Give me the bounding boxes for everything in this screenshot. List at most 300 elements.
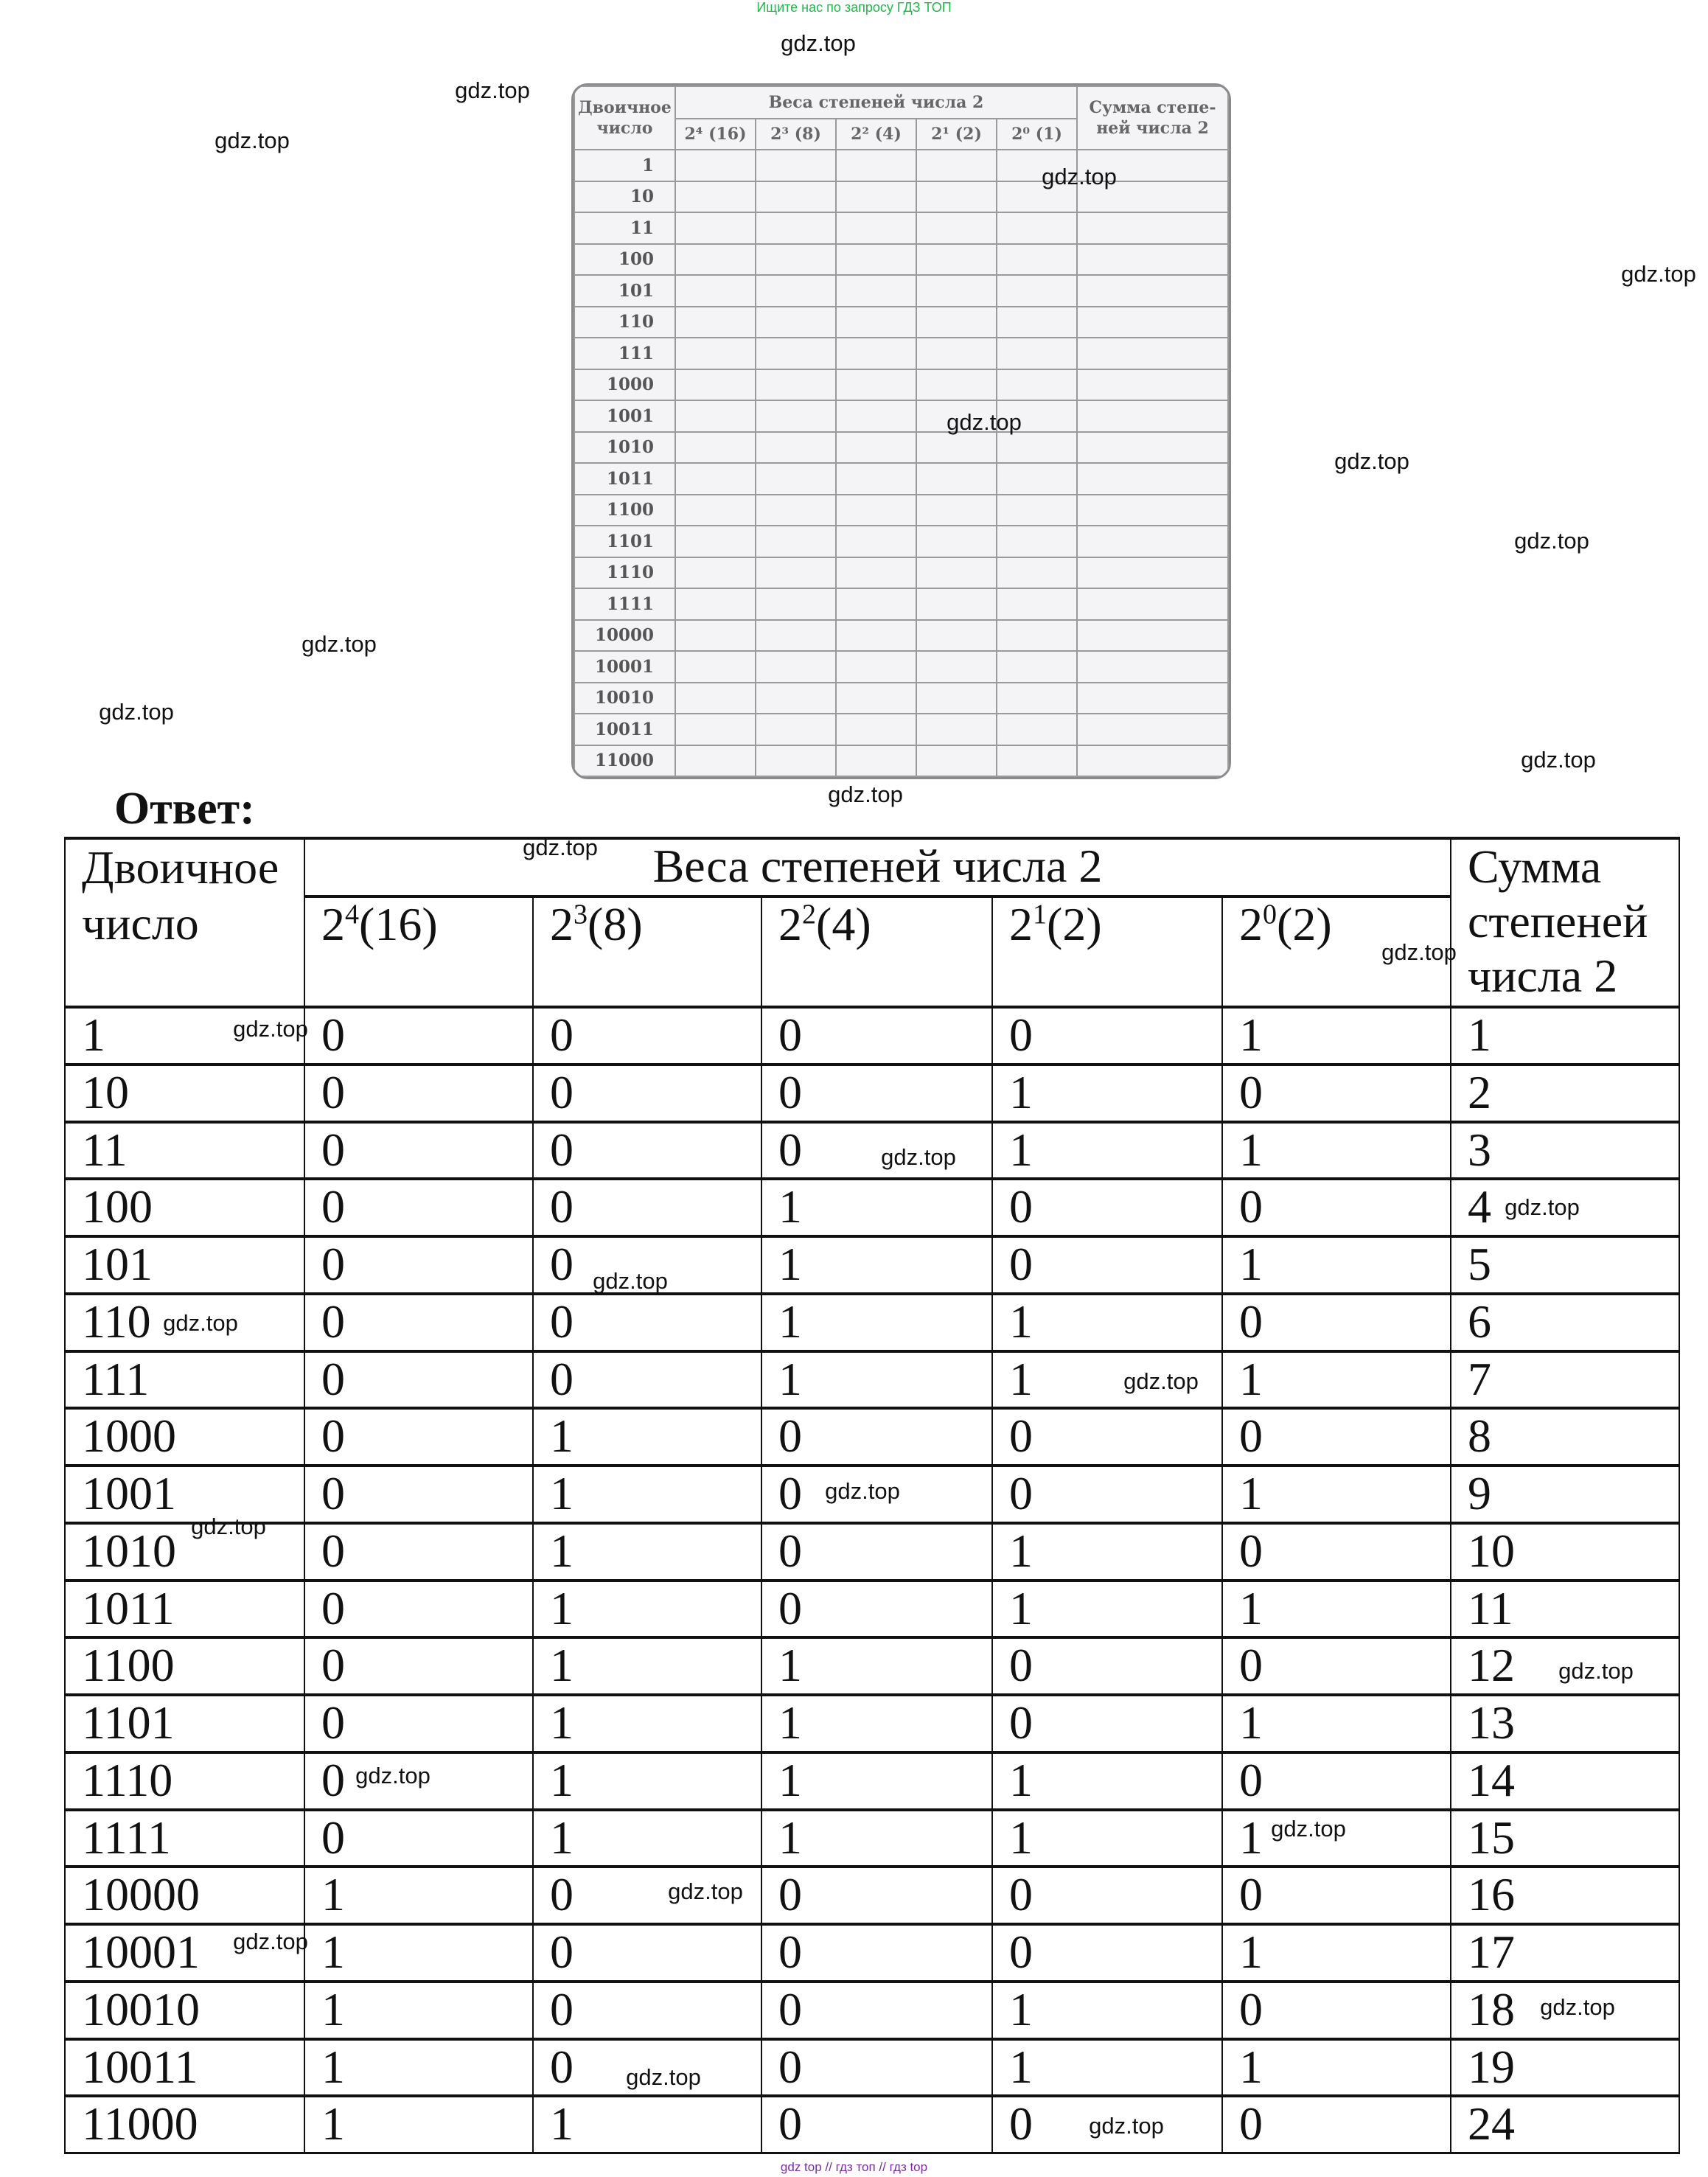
bit-cell: 1 xyxy=(305,2097,532,2152)
bit-cell: 0 xyxy=(762,1868,991,1923)
watermark: gdz.top xyxy=(828,781,903,807)
scan-empty-cell xyxy=(836,369,916,401)
watermark: gdz.top xyxy=(1089,2113,1164,2139)
bit-cell: 0 xyxy=(993,1696,1221,1751)
watermark: gdz.top xyxy=(1540,1994,1615,2020)
bit-cell: 1 xyxy=(993,1124,1221,1178)
scan-binary-cell: 10011 xyxy=(574,714,675,745)
binary-cell: 1011 xyxy=(66,1582,304,1637)
scan-empty-cell xyxy=(1077,369,1228,401)
scan-empty-cell xyxy=(916,307,997,338)
bit-cell: 0 xyxy=(762,2097,991,2152)
scan-empty-cell xyxy=(836,150,916,181)
scan-weight-header: 2³ (8) xyxy=(756,119,836,150)
scan-weight-header: 2⁰ (1) xyxy=(997,119,1077,150)
scan-row xyxy=(574,244,1228,276)
scan-empty-cell xyxy=(1077,557,1228,589)
bit-cell: 0 xyxy=(305,1696,532,1751)
binary-cell: 10011 xyxy=(66,2041,304,2095)
scan-binary-cell: 111 xyxy=(574,338,675,369)
bit-cell: 0 xyxy=(1223,1295,1450,1350)
scan-col-weights: Веса степеней числа 2 xyxy=(675,86,1077,119)
sum-cell: 1 xyxy=(1451,1009,1679,1063)
bit-cell: 0 xyxy=(762,2041,991,2095)
scan-empty-cell xyxy=(916,338,997,369)
scan-empty-cell xyxy=(836,651,916,683)
weight-exponent: 2 xyxy=(802,899,816,930)
bit-cell: 1 xyxy=(993,1582,1221,1637)
bit-cell: 1 xyxy=(993,1295,1221,1350)
col-weights-header: Веса степеней числа 2 xyxy=(305,840,1450,895)
scan-empty-cell xyxy=(756,244,836,276)
scan-empty-cell xyxy=(997,338,1077,369)
sum-cell: 24 xyxy=(1451,2097,1679,2152)
weight-base: 2 xyxy=(1009,898,1033,950)
scan-empty-cell xyxy=(756,463,836,495)
scan-empty-cell xyxy=(675,683,756,714)
binary-cell: 100 xyxy=(66,1180,304,1235)
scan-empty-cell xyxy=(997,651,1077,683)
bit-cell: 0 xyxy=(993,1009,1221,1063)
scan-empty-cell xyxy=(997,683,1077,714)
scan-empty-cell xyxy=(997,244,1077,276)
scan-weight-header: 2⁴ (16) xyxy=(675,119,756,150)
bit-cell: 0 xyxy=(534,2041,761,2095)
scan-empty-cell xyxy=(675,150,756,181)
watermark: gdz.top xyxy=(947,409,1022,435)
scan-binary-cell: 1010 xyxy=(574,432,675,464)
scan-row xyxy=(574,526,1228,557)
scan-binary-cell: 110 xyxy=(574,307,675,338)
watermark: gdz.top xyxy=(1381,939,1457,965)
binary-cell: 1010 xyxy=(66,1525,304,1579)
watermark: gdz.top xyxy=(593,1268,668,1294)
scan-empty-cell xyxy=(916,463,997,495)
watermark: gdz.top xyxy=(1621,261,1696,287)
watermark: gdz.top xyxy=(163,1310,238,1336)
scan-empty-cell xyxy=(756,400,836,432)
sum-cell: 18 xyxy=(1451,1983,1679,2038)
binary-cell: 111 xyxy=(66,1353,304,1407)
bit-cell: 1 xyxy=(762,1696,991,1751)
weight-header xyxy=(534,898,761,1006)
scan-row xyxy=(574,714,1228,745)
bit-cell: 0 xyxy=(305,1639,532,1693)
bit-cell: 1 xyxy=(762,1180,991,1235)
bit-cell: 1 xyxy=(305,1983,532,2038)
scan-empty-cell xyxy=(675,181,756,213)
scan-table xyxy=(574,86,1229,777)
scan-col-sum: Сумма степе-ней числа 2 xyxy=(1077,86,1228,150)
scan-row xyxy=(574,463,1228,495)
weight-base: 2 xyxy=(778,898,802,950)
weight-exponent: 4 xyxy=(345,899,359,930)
watermark: gdz.top xyxy=(1271,1816,1346,1842)
bit-cell: 0 xyxy=(762,1124,991,1178)
bit-cell: 1 xyxy=(993,1525,1221,1579)
scan-empty-cell xyxy=(756,307,836,338)
scan-binary-cell: 1111 xyxy=(574,588,675,620)
bit-cell: 1 xyxy=(993,1353,1221,1407)
scan-row xyxy=(574,150,1228,181)
scan-empty-cell xyxy=(997,369,1077,401)
scan-empty-cell xyxy=(756,557,836,589)
scan-empty-cell xyxy=(756,369,836,401)
scan-empty-cell xyxy=(675,495,756,526)
scan-empty-cell xyxy=(675,369,756,401)
scan-empty-cell xyxy=(1077,275,1228,307)
watermark: gdz.top xyxy=(881,1144,956,1170)
bit-cell: 0 xyxy=(305,1295,532,1350)
bit-cell: 0 xyxy=(534,1353,761,1407)
bit-cell: 0 xyxy=(1223,1410,1450,1464)
answer-title: Ответ: xyxy=(114,784,255,834)
scan-row xyxy=(574,495,1228,526)
watermark: gdz.top xyxy=(781,30,856,56)
bit-cell: 0 xyxy=(305,1238,532,1292)
bit-cell: 0 xyxy=(305,1353,532,1407)
bit-cell: 0 xyxy=(762,1009,991,1063)
watermark: gdz.top xyxy=(1334,448,1409,474)
bit-cell: 1 xyxy=(1223,1582,1450,1637)
scan-binary-cell: 1100 xyxy=(574,495,675,526)
bit-cell: 1 xyxy=(534,1696,761,1751)
scan-empty-cell xyxy=(756,338,836,369)
bit-cell: 1 xyxy=(534,1811,761,1866)
bit-cell: 1 xyxy=(1223,2041,1450,2095)
scan-empty-cell xyxy=(836,432,916,464)
scan-empty-cell xyxy=(916,212,997,244)
scan-empty-cell xyxy=(675,526,756,557)
bit-cell: 0 xyxy=(534,1124,761,1178)
watermark: gdz.top xyxy=(1123,1368,1199,1394)
scan-row xyxy=(574,369,1228,401)
bit-cell: 0 xyxy=(762,1066,991,1121)
scan-empty-cell xyxy=(1077,307,1228,338)
watermark: gdz.top xyxy=(99,699,174,725)
scan-empty-cell xyxy=(1077,714,1228,745)
bit-cell: 1 xyxy=(1223,1811,1450,1866)
scan-empty-cell xyxy=(675,714,756,745)
sum-cell: 3 xyxy=(1451,1124,1679,1178)
bit-cell: 0 xyxy=(993,2097,1221,2152)
weight-base: 2 xyxy=(1239,898,1263,950)
scan-binary-cell: 11 xyxy=(574,212,675,244)
col-sum-line2: степеней xyxy=(1468,895,1648,947)
sum-cell: 15 xyxy=(1451,1811,1679,1866)
scan-empty-cell xyxy=(997,588,1077,620)
scan-weight-header: 2¹ (2) xyxy=(916,119,997,150)
scan-empty-cell xyxy=(756,714,836,745)
scan-empty-cell xyxy=(836,714,916,745)
scan-empty-cell xyxy=(1077,588,1228,620)
scan-empty-cell xyxy=(916,588,997,620)
scan-binary-cell: 100 xyxy=(574,244,675,276)
scan-empty-cell xyxy=(916,275,997,307)
scan-empty-cell xyxy=(836,495,916,526)
scan-binary-cell: 1 xyxy=(574,150,675,181)
scan-empty-cell xyxy=(756,495,836,526)
scan-empty-cell xyxy=(916,244,997,276)
sum-cell: 12 xyxy=(1451,1639,1679,1693)
scan-empty-cell xyxy=(1077,338,1228,369)
sum-cell: 8 xyxy=(1451,1410,1679,1464)
scan-empty-cell xyxy=(836,745,916,777)
watermark: gdz.top xyxy=(233,1929,308,1954)
weight-value: (8) xyxy=(588,898,643,950)
scan-empty-cell xyxy=(1077,745,1228,777)
weight-value: (16) xyxy=(359,898,438,950)
scan-empty-cell xyxy=(916,620,997,652)
bit-cell: 0 xyxy=(305,1582,532,1637)
scan-binary-cell: 10010 xyxy=(574,683,675,714)
scan-empty-cell xyxy=(916,651,997,683)
scan-empty-cell xyxy=(836,526,916,557)
scan-empty-cell xyxy=(1077,651,1228,683)
bit-cell: 0 xyxy=(762,1983,991,2038)
watermark: gdz.top xyxy=(1042,164,1117,189)
scan-empty-cell xyxy=(675,745,756,777)
scan-empty-cell xyxy=(997,275,1077,307)
scan-empty-cell xyxy=(675,463,756,495)
scan-row xyxy=(574,432,1228,464)
sum-cell: 2 xyxy=(1451,1066,1679,1121)
bit-cell: 0 xyxy=(1223,1066,1450,1121)
scan-empty-cell xyxy=(836,557,916,589)
weight-value: (2) xyxy=(1047,898,1102,950)
sum-cell: 7 xyxy=(1451,1353,1679,1407)
sum-cell: 16 xyxy=(1451,1868,1679,1923)
scan-empty-cell xyxy=(916,714,997,745)
bit-cell: 1 xyxy=(534,1410,761,1464)
bit-cell: 0 xyxy=(305,1124,532,1178)
bit-cell: 0 xyxy=(534,1983,761,2038)
weight-value: (2) xyxy=(1277,898,1332,950)
weight-header xyxy=(305,898,532,1006)
bit-cell: 0 xyxy=(534,1868,761,1923)
scan-empty-cell xyxy=(997,432,1077,464)
bit-cell: 1 xyxy=(534,1467,761,1522)
bit-cell: 1 xyxy=(534,1525,761,1579)
bit-cell: 0 xyxy=(305,1180,532,1235)
bit-cell: 1 xyxy=(993,1754,1221,1808)
binary-cell: 10010 xyxy=(66,1983,304,2038)
binary-cell: 1111 xyxy=(66,1811,304,1866)
bit-cell: 1 xyxy=(993,2041,1221,2095)
bit-cell: 0 xyxy=(534,1066,761,1121)
watermark: gdz.top xyxy=(825,1478,900,1504)
scan-binary-cell: 10001 xyxy=(574,651,675,683)
scan-empty-cell xyxy=(675,400,756,432)
scan-empty-cell xyxy=(836,400,916,432)
bit-cell: 1 xyxy=(305,1868,532,1923)
weight-header xyxy=(993,898,1221,1006)
bit-cell: 0 xyxy=(1223,1754,1450,1808)
bit-cell: 0 xyxy=(534,1180,761,1235)
bit-cell: 0 xyxy=(305,1811,532,1866)
binary-cell: 1001 xyxy=(66,1467,304,1522)
bit-cell: 1 xyxy=(762,1238,991,1292)
scan-empty-cell xyxy=(756,432,836,464)
scan-empty-cell xyxy=(836,307,916,338)
scan-empty-cell xyxy=(916,557,997,589)
scan-row xyxy=(574,683,1228,714)
scan-empty-cell xyxy=(675,557,756,589)
scan-empty-cell xyxy=(675,244,756,276)
scan-empty-cell xyxy=(756,620,836,652)
bit-cell: 0 xyxy=(1223,1983,1450,2038)
top-note: Ищите нас по запросу ГДЗ ТОП xyxy=(756,0,952,15)
scan-empty-cell xyxy=(1077,495,1228,526)
scan-empty-cell xyxy=(1077,463,1228,495)
bit-cell: 0 xyxy=(993,1868,1221,1923)
binary-cell: 10 xyxy=(66,1066,304,1121)
scan-empty-cell xyxy=(675,620,756,652)
bit-cell: 0 xyxy=(534,1238,761,1292)
binary-cell: 11 xyxy=(66,1124,304,1178)
bit-cell: 0 xyxy=(762,1525,991,1579)
scan-row xyxy=(574,307,1228,338)
sum-cell: 4 xyxy=(1451,1180,1679,1235)
watermark: gdz.top xyxy=(1521,747,1596,773)
bit-cell: 1 xyxy=(305,1926,532,1980)
bit-cell: 0 xyxy=(993,1410,1221,1464)
bit-cell: 0 xyxy=(1223,1180,1450,1235)
bit-cell: 1 xyxy=(993,1983,1221,2038)
scan-empty-cell xyxy=(675,212,756,244)
bit-cell: 1 xyxy=(762,1639,991,1693)
watermark: gdz.top xyxy=(1505,1194,1580,1220)
binary-cell: 10001 xyxy=(66,1926,304,1980)
bit-cell: 0 xyxy=(534,1926,761,1980)
scan-row xyxy=(574,620,1228,652)
watermark: gdz.top xyxy=(523,835,598,860)
bit-cell: 0 xyxy=(1223,1639,1450,1693)
watermark: gdz.top xyxy=(455,77,530,103)
scan-empty-cell xyxy=(836,275,916,307)
watermark: gdz.top xyxy=(1558,1658,1634,1684)
watermark: gdz.top xyxy=(626,2064,701,2090)
bit-cell: 1 xyxy=(534,1639,761,1693)
bit-cell: 0 xyxy=(762,1410,991,1464)
bit-cell: 0 xyxy=(1223,2097,1450,2152)
scan-binary-cell: 10 xyxy=(574,181,675,213)
scan-empty-cell xyxy=(997,745,1077,777)
scan-binary-cell: 101 xyxy=(574,275,675,307)
binary-cell: 110 xyxy=(66,1295,304,1350)
bit-cell: 0 xyxy=(305,1525,532,1579)
scan-empty-cell xyxy=(836,181,916,213)
bit-cell: 1 xyxy=(762,1353,991,1407)
scan-empty-cell xyxy=(916,369,997,401)
binary-cell: 1 xyxy=(66,1009,304,1063)
bit-cell: 1 xyxy=(1223,1467,1450,1522)
bit-cell: 1 xyxy=(1223,1009,1450,1063)
bit-cell: 1 xyxy=(762,1811,991,1866)
scan-empty-cell xyxy=(1077,432,1228,464)
bit-cell: 1 xyxy=(762,1754,991,1808)
scan-binary-cell: 1101 xyxy=(574,526,675,557)
scan-empty-cell xyxy=(675,588,756,620)
watermark: gdz.top xyxy=(191,1514,266,1539)
scan-empty-cell xyxy=(1077,683,1228,714)
scan-empty-cell xyxy=(675,275,756,307)
watermark: gdz.top xyxy=(301,631,377,657)
scan-empty-cell xyxy=(997,212,1077,244)
scan-row xyxy=(574,651,1228,683)
col-binary-line2: число xyxy=(82,897,199,950)
scan-row xyxy=(574,212,1228,244)
binary-cell: 1101 xyxy=(66,1696,304,1751)
sum-cell: 5 xyxy=(1451,1238,1679,1292)
scan-empty-cell xyxy=(756,526,836,557)
scan-empty-cell xyxy=(997,526,1077,557)
watermark: gdz.top xyxy=(355,1763,431,1788)
sum-cell: 19 xyxy=(1451,2041,1679,2095)
scan-empty-cell xyxy=(675,338,756,369)
scan-empty-cell xyxy=(997,620,1077,652)
scan-row xyxy=(574,588,1228,620)
scan-empty-cell xyxy=(1077,620,1228,652)
scan-empty-cell xyxy=(836,620,916,652)
scan-row xyxy=(574,275,1228,307)
col-sum-line3: числа 2 xyxy=(1468,950,1618,1002)
bit-cell: 1 xyxy=(993,1066,1221,1121)
bit-cell: 0 xyxy=(534,1009,761,1063)
scan-empty-cell xyxy=(997,557,1077,589)
watermark: gdz.top xyxy=(668,1878,743,1904)
scan-empty-cell xyxy=(916,181,997,213)
bit-cell: 0 xyxy=(305,1754,532,1808)
sum-cell: 6 xyxy=(1451,1295,1679,1350)
binary-cell: 1000 xyxy=(66,1410,304,1464)
scan-empty-cell xyxy=(836,683,916,714)
weight-exponent: 3 xyxy=(574,899,588,930)
binary-cell: 1100 xyxy=(66,1639,304,1693)
bit-cell: 1 xyxy=(534,1754,761,1808)
scan-empty-cell xyxy=(1077,212,1228,244)
scan-empty-cell xyxy=(916,745,997,777)
bit-cell: 0 xyxy=(1223,1525,1450,1579)
scan-binary-cell: 1000 xyxy=(574,369,675,401)
bit-cell: 1 xyxy=(762,1295,991,1350)
scan-row xyxy=(574,745,1228,777)
bit-cell: 1 xyxy=(1223,1353,1450,1407)
scan-empty-cell xyxy=(756,275,836,307)
scan-empty-cell xyxy=(997,307,1077,338)
col-binary-line1: Двоичное xyxy=(82,841,279,894)
scan-binary-cell: 10000 xyxy=(574,620,675,652)
scan-row xyxy=(574,557,1228,589)
bit-cell: 1 xyxy=(993,1811,1221,1866)
weight-base: 2 xyxy=(321,898,345,950)
weight-value: (4) xyxy=(816,898,871,950)
sum-cell: 14 xyxy=(1451,1754,1679,1808)
weight-exponent: 1 xyxy=(1033,899,1047,930)
scan-empty-cell xyxy=(675,432,756,464)
scan-empty-cell xyxy=(836,463,916,495)
sum-cell: 13 xyxy=(1451,1696,1679,1751)
bit-cell: 0 xyxy=(305,1410,532,1464)
scan-empty-cell xyxy=(997,463,1077,495)
scan-binary-cell: 1001 xyxy=(574,400,675,432)
col-binary-header xyxy=(66,840,304,1006)
sum-cell: 10 xyxy=(1451,1525,1679,1579)
scan-weight-header: 2² (4) xyxy=(836,119,916,150)
scan-empty-cell xyxy=(1077,526,1228,557)
scan-empty-cell xyxy=(916,432,997,464)
binary-cell: 101 xyxy=(66,1238,304,1292)
